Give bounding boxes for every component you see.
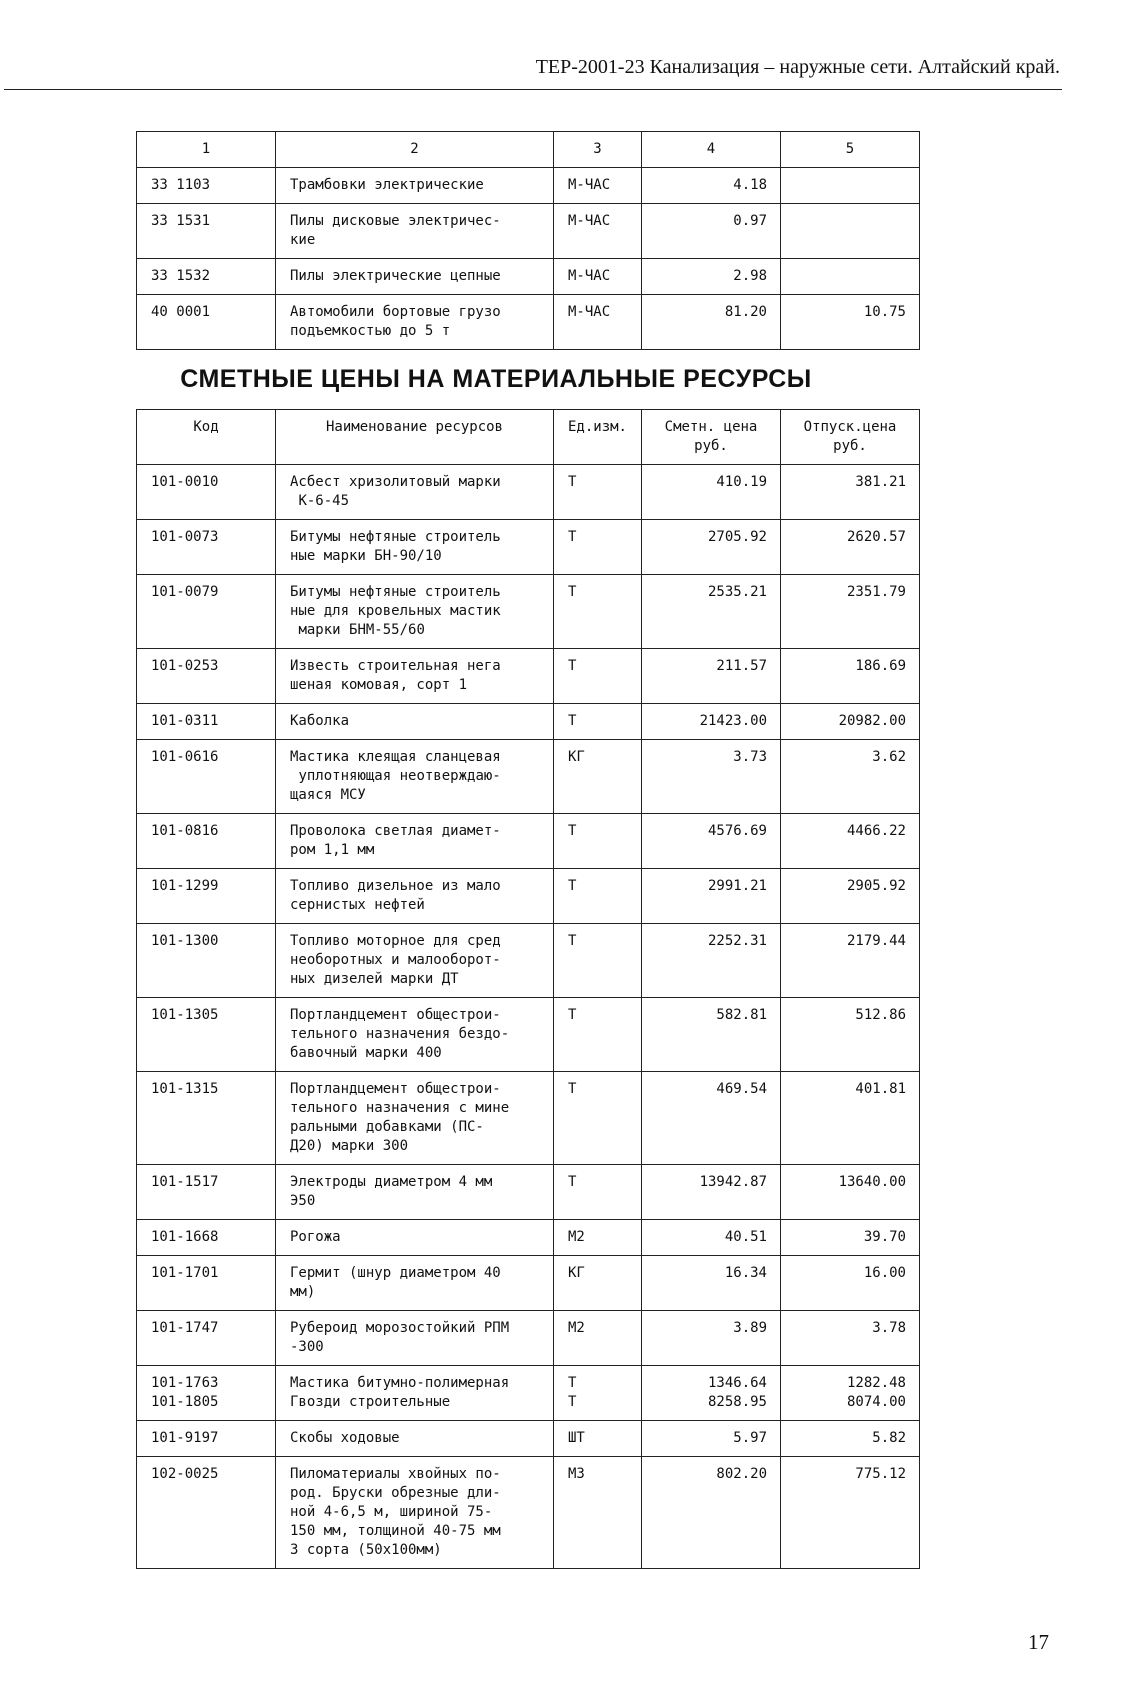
- materials-cell: 101-1747: [137, 1311, 276, 1366]
- materials-cell: Битумы нефтяные строитель ные для кровельных мастик марки БНМ-55/60: [276, 575, 554, 649]
- materials-cell: М2: [554, 1311, 642, 1366]
- machines-cell: 4.18: [642, 168, 781, 204]
- page-number: 17: [1028, 1630, 1049, 1654]
- materials-cell: Т: [554, 704, 642, 740]
- machines-cell: [781, 259, 920, 295]
- running-header: ТЕР-2001-23 Канализация – наружные сети. Алтайский край.: [535, 56, 1060, 78]
- materials-cell: Т: [554, 1165, 642, 1220]
- materials-cell: Битумы нефтяные строитель ные марки БН-90/10: [276, 520, 554, 575]
- materials-cell: 101-0311: [137, 704, 276, 740]
- table-row: [137, 465, 920, 520]
- table-row: [137, 1220, 920, 1256]
- materials-cell: Рогожа: [276, 1220, 554, 1256]
- materials-cell: 2905.92: [781, 869, 920, 924]
- materials-cell: 5.97: [642, 1421, 781, 1457]
- materials-cell: 101-1701: [137, 1256, 276, 1311]
- machines-cell: М-ЧАС: [554, 295, 642, 350]
- materials-cell: Т: [554, 465, 642, 520]
- table-row: [137, 998, 920, 1072]
- materials-cell: Электроды диаметром 4 мм Э50: [276, 1165, 554, 1220]
- materials-cell: Каболка: [276, 704, 554, 740]
- machines-cell: М-ЧАС: [554, 204, 642, 259]
- materials-cell: 802.20: [642, 1457, 781, 1569]
- machines-cell: [781, 168, 920, 204]
- materials-cell: Пиломатериалы хвойных по- род. Бруски обрезные дли- ной 4-6,5 м, шириной 75- 150 мм, толщиной 40-75 мм 3 сорта (50х100мм): [276, 1457, 554, 1569]
- materials-cell: 13640.00: [781, 1165, 920, 1220]
- materials-cell: Портландцемент общестрои- тельного назначения с мине ральными добавками (ПС- Д20) марки 300: [276, 1072, 554, 1165]
- materials-cell: 101-1305: [137, 998, 276, 1072]
- machines-header-cell: 1: [137, 132, 276, 168]
- materials-cell: Т: [554, 649, 642, 704]
- materials-cell: 101-9197: [137, 1421, 276, 1457]
- materials-cell: 211.57: [642, 649, 781, 704]
- materials-cell: 13942.87: [642, 1165, 781, 1220]
- table-row: [137, 520, 920, 575]
- materials-cell: М3: [554, 1457, 642, 1569]
- materials-cell: Т: [554, 924, 642, 998]
- table-row: [137, 168, 920, 204]
- materials-cell: Т: [554, 575, 642, 649]
- table-row: [137, 1311, 920, 1366]
- materials-cell: Мастика битумно-полимерная Гвозди строительные: [276, 1366, 554, 1421]
- materials-cell: Т Т: [554, 1366, 642, 1421]
- machines-header-row: [137, 132, 920, 168]
- materials-cell: 21423.00: [642, 704, 781, 740]
- materials-cell: 101-0073: [137, 520, 276, 575]
- machines-header-cell: 5: [781, 132, 920, 168]
- materials-header-cell: Ед.изм.: [554, 410, 642, 465]
- machines-cell: [781, 204, 920, 259]
- materials-cell: 101-0616: [137, 740, 276, 814]
- machines-table: [136, 131, 920, 350]
- table-row: [137, 295, 920, 350]
- table-row: [137, 1457, 920, 1569]
- table-row: [137, 575, 920, 649]
- materials-cell: Т: [554, 520, 642, 575]
- table-row: [137, 649, 920, 704]
- materials-cell: КГ: [554, 1256, 642, 1311]
- materials-cell: 401.81: [781, 1072, 920, 1165]
- materials-cell: 101-0010: [137, 465, 276, 520]
- materials-cell: 410.19: [642, 465, 781, 520]
- materials-header-cell: Наименование ресурсов: [276, 410, 554, 465]
- materials-cell: 1282.48 8074.00: [781, 1366, 920, 1421]
- materials-cell: Т: [554, 998, 642, 1072]
- table-row: [137, 1165, 920, 1220]
- machines-cell: М-ЧАС: [554, 259, 642, 295]
- materials-cell: 16.00: [781, 1256, 920, 1311]
- materials-cell: 101-1668: [137, 1220, 276, 1256]
- machines-cell: 40 0001: [137, 295, 276, 350]
- header-rule: [4, 89, 1062, 90]
- table-row: [137, 704, 920, 740]
- machines-header-cell: 3: [554, 132, 642, 168]
- machines-cell: Пилы электрические цепные: [276, 259, 554, 295]
- materials-cell: 2620.57: [781, 520, 920, 575]
- materials-header-cell: Отпуск.цена руб.: [781, 410, 920, 465]
- machines-cell: Трамбовки электрические: [276, 168, 554, 204]
- materials-cell: 3.62: [781, 740, 920, 814]
- machines-cell: М-ЧАС: [554, 168, 642, 204]
- materials-cell: 2252.31: [642, 924, 781, 998]
- materials-cell: Рубероид морозостойкий РПМ -300: [276, 1311, 554, 1366]
- materials-cell: 101-1300: [137, 924, 276, 998]
- materials-header-cell: Сметн. цена руб.: [642, 410, 781, 465]
- machines-cell: 2.98: [642, 259, 781, 295]
- materials-cell: 3.78: [781, 1311, 920, 1366]
- materials-cell: Мастика клеящая сланцевая уплотняющая неотверждаю- щаяся МСУ: [276, 740, 554, 814]
- materials-cell: 775.12: [781, 1457, 920, 1569]
- materials-cell: Топливо дизельное из мало сернистых нефтей: [276, 869, 554, 924]
- materials-header-cell: Код: [137, 410, 276, 465]
- machines-cell: 33 1103: [137, 168, 276, 204]
- materials-cell: 469.54: [642, 1072, 781, 1165]
- materials-cell: 2179.44: [781, 924, 920, 998]
- machines-header-cell: 4: [642, 132, 781, 168]
- materials-cell: Портландцемент общестрои- тельного назначения бездо- бавочный марки 400: [276, 998, 554, 1072]
- table-row: [137, 259, 920, 295]
- materials-cell: 101-0079: [137, 575, 276, 649]
- materials-cell: 101-0816: [137, 814, 276, 869]
- materials-cell: Гермит (шнур диаметром 40 мм): [276, 1256, 554, 1311]
- table-row: [137, 1421, 920, 1457]
- materials-cell: М2: [554, 1220, 642, 1256]
- table-row: [137, 924, 920, 998]
- table-row: [137, 740, 920, 814]
- materials-cell: 4466.22: [781, 814, 920, 869]
- machines-cell: 33 1532: [137, 259, 276, 295]
- table-row: [137, 204, 920, 259]
- materials-cell: 101-1763 101-1805: [137, 1366, 276, 1421]
- materials-cell: 582.81: [642, 998, 781, 1072]
- materials-cell: 381.21: [781, 465, 920, 520]
- materials-cell: Т: [554, 1072, 642, 1165]
- machines-cell: 33 1531: [137, 204, 276, 259]
- machines-header-cell: 2: [276, 132, 554, 168]
- table-row: [137, 1072, 920, 1165]
- materials-cell: Т: [554, 814, 642, 869]
- materials-cell: 101-1299: [137, 869, 276, 924]
- materials-cell: Известь строительная нега шеная комовая, сорт 1: [276, 649, 554, 704]
- materials-cell: 39.70: [781, 1220, 920, 1256]
- materials-cell: Т: [554, 869, 642, 924]
- materials-cell: 4576.69: [642, 814, 781, 869]
- materials-cell: 2351.79: [781, 575, 920, 649]
- table-row: [137, 814, 920, 869]
- materials-cell: 101-1315: [137, 1072, 276, 1165]
- machines-cell: 0.97: [642, 204, 781, 259]
- machines-cell: Автомобили бортовые грузо подъемкостью до 5 т: [276, 295, 554, 350]
- materials-cell: 102-0025: [137, 1457, 276, 1569]
- materials-cell: Скобы ходовые: [276, 1421, 554, 1457]
- materials-cell: 186.69: [781, 649, 920, 704]
- materials-cell: Топливо моторное для сред необоротных и малооборот- ных дизелей марки ДТ: [276, 924, 554, 998]
- table-row: [137, 869, 920, 924]
- materials-cell: 3.73: [642, 740, 781, 814]
- materials-cell: 2991.21: [642, 869, 781, 924]
- machines-cell: 81.20: [642, 295, 781, 350]
- section-title: СМЕТНЫЕ ЦЕНЫ НА МАТЕРИАЛЬНЫЕ РЕСУРСЫ: [180, 365, 812, 393]
- materials-cell: 101-1517: [137, 1165, 276, 1220]
- materials-cell: Асбест хризолитовый марки К-6-45: [276, 465, 554, 520]
- materials-cell: 2535.21: [642, 575, 781, 649]
- materials-cell: 512.86: [781, 998, 920, 1072]
- machines-cell: Пилы дисковые электричес- кие: [276, 204, 554, 259]
- materials-cell: ШТ: [554, 1421, 642, 1457]
- materials-cell: 5.82: [781, 1421, 920, 1457]
- table-row: [137, 1256, 920, 1311]
- materials-header-row: [137, 410, 920, 465]
- table-row: [137, 1366, 920, 1421]
- machines-cell: 10.75: [781, 295, 920, 350]
- materials-cell: 101-0253: [137, 649, 276, 704]
- materials-cell: 20982.00: [781, 704, 920, 740]
- materials-cell: 1346.64 8258.95: [642, 1366, 781, 1421]
- materials-table: [136, 409, 920, 1569]
- materials-cell: 3.89: [642, 1311, 781, 1366]
- materials-cell: 16.34: [642, 1256, 781, 1311]
- materials-cell: КГ: [554, 740, 642, 814]
- materials-cell: Проволока светлая диамет- ром 1,1 мм: [276, 814, 554, 869]
- materials-cell: 40.51: [642, 1220, 781, 1256]
- materials-cell: 2705.92: [642, 520, 781, 575]
